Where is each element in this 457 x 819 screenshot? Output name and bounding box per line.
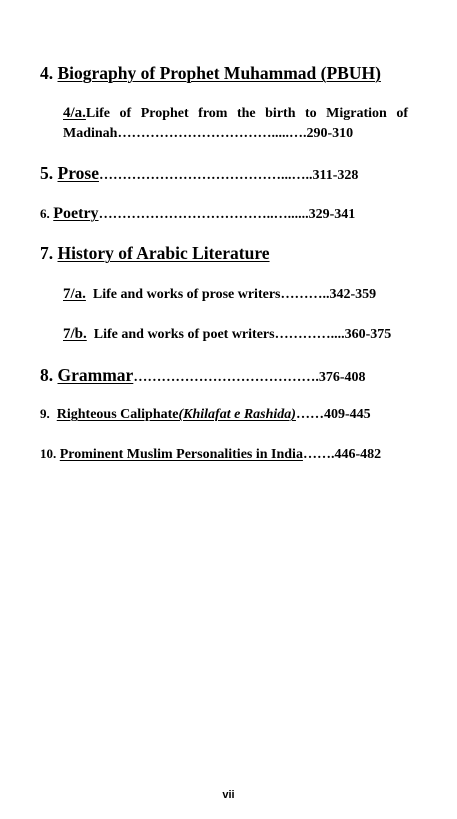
toc-entry-8 xyxy=(40,365,410,386)
entry-dots: ………….... xyxy=(274,327,345,342)
entry-pages: 409-445 xyxy=(323,407,371,422)
entry-dots: ………………………………..…...... xyxy=(98,207,309,222)
entry-dots: ……….. xyxy=(280,287,330,302)
entry-number: 4. xyxy=(40,63,54,83)
entry-pages: 342-359 xyxy=(329,287,377,302)
entry-pages: .311-328 xyxy=(308,168,359,183)
toc-entry-7 xyxy=(40,243,410,264)
entry-number: 8. xyxy=(40,365,54,385)
entry-title: Poetry xyxy=(53,205,99,222)
entry-dots: …… xyxy=(295,407,324,422)
entry-text: Life and works of poet writers xyxy=(93,327,275,342)
entry-number: 7. xyxy=(40,243,54,263)
entry-pages: 290-310 xyxy=(306,126,354,141)
entry-dots: …………………………………...…. xyxy=(98,168,309,183)
entry-title: History of Arabic Literature xyxy=(57,243,270,263)
entry-title: Grammar xyxy=(57,365,134,385)
toc-entry-4 xyxy=(40,63,410,84)
toc-entry-7b xyxy=(63,326,408,343)
entry-number: 7/a. xyxy=(63,286,86,302)
entry-pages: 446-482 xyxy=(334,447,382,462)
toc-entry-7a xyxy=(63,286,408,303)
entry-number: 7/b. xyxy=(63,326,87,342)
entry-number: 6. xyxy=(40,206,50,221)
entry-dots: …………………………………. xyxy=(133,370,319,385)
toc-entry-9 xyxy=(40,406,410,423)
entry-title-italic: (Khilafat e Rashida) xyxy=(178,407,296,422)
entry-title: Prominent Muslim Personalities in India xyxy=(59,447,303,462)
entry-number: 5. xyxy=(40,163,54,183)
entry-title: Prose xyxy=(57,163,99,183)
toc-entry-6 xyxy=(40,205,410,223)
toc-entry-4a xyxy=(63,103,408,144)
entry-number: 10. xyxy=(40,446,57,461)
entry-pages: 376-408 xyxy=(318,370,366,385)
page-number: vii xyxy=(222,789,235,801)
entry-title: Biography of Prophet Muhammad (PBUH) xyxy=(57,63,381,83)
entry-text: Life and works of prose writers xyxy=(92,287,281,302)
entry-pages: 329-341 xyxy=(308,207,356,222)
entry-pages: 360-375 xyxy=(344,327,392,342)
entry-dots: …………………………….....…. xyxy=(117,126,307,141)
entry-number: 9. xyxy=(40,406,50,421)
entry-number: 4/a. xyxy=(63,105,86,121)
entry-dots: ……. xyxy=(302,447,335,462)
toc-entry-10 xyxy=(40,446,410,463)
toc-entry-5 xyxy=(40,163,410,184)
entry-text: Life of Prophet from the birth to Migration of Madinah xyxy=(63,106,408,141)
entry-title: Righteous Caliphate xyxy=(56,407,179,422)
